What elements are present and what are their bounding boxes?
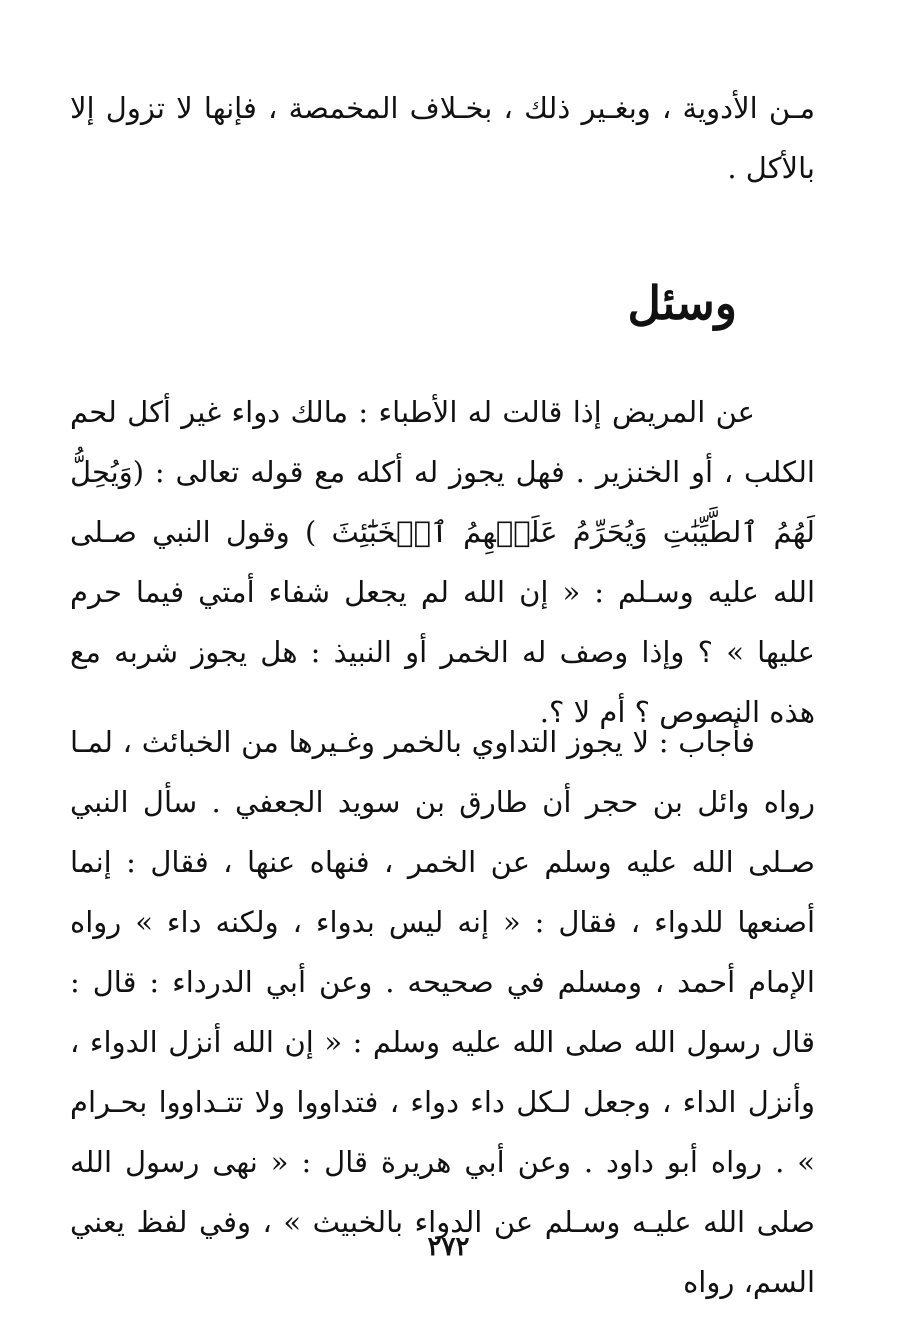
paragraph-continuation: مـن الأدوية ، وبغـير ذلك ، بخـلاف المخمصة ، فإنها لا تزول إلا بالأكل . bbox=[70, 91, 815, 185]
answer-paragraph: فأجاب : لا يجوز التداوي بالخمر وغـيرها من الخبائث ، لمـا رواه وائل بن حجر أن طارق بن سويد الجعفي . سأل النبي صـلى الله عليه وسلم عن الخمر ، فنهاه عنها ، فقال : إنما أصنعها للدواء ، فقال : « إنه ليس بدواء ، ولكنه داء » رواه الإمام أحمد ، ومسلم في صحيحه . وعن أبي الدرداء : قال : قال رسول الله صلى الله عليه وسلم : « إن الله أنزل الدواء ، وأنزل الداء ، وجعل لـكل داء دواء ، فتداووا ولا تتـداووا بحـرام » . رواه أبو داود . وعن أبي هريرة قال : « نهى رسول الله صلى الله عليـه وسـلم عن الدواء بالخبيث » ، وفي لفظ يعني السم، رواه bbox=[70, 725, 815, 1299]
question-paragraph: عن المريض إذا قالت له الأطباء : مالك دواء غير أكل لحم الكلب ، أو الخنزير . فهل يجوز له أكله مع قوله تعالى : (وَيُحِلُّ لَهُمُ ٱلطَّيِّبَٰتِ وَيُحَرِّمُ عَلَيۡهِمُ ٱلۡخَبَٰٓئِثَ ) وقول النبي صـلى الله عليه وسـلم : « إن الله لم يجعل شفاء أمتي فيما حرم عليها » ؟ وإذا وصف له الخمر أو النبيذ : هل يجوز شربه مع هذه النصوص ؟ أم لا ؟. bbox=[70, 395, 815, 729]
section-heading: وسئل bbox=[627, 276, 737, 330]
page-number: ٢٧٢ bbox=[427, 1232, 470, 1262]
